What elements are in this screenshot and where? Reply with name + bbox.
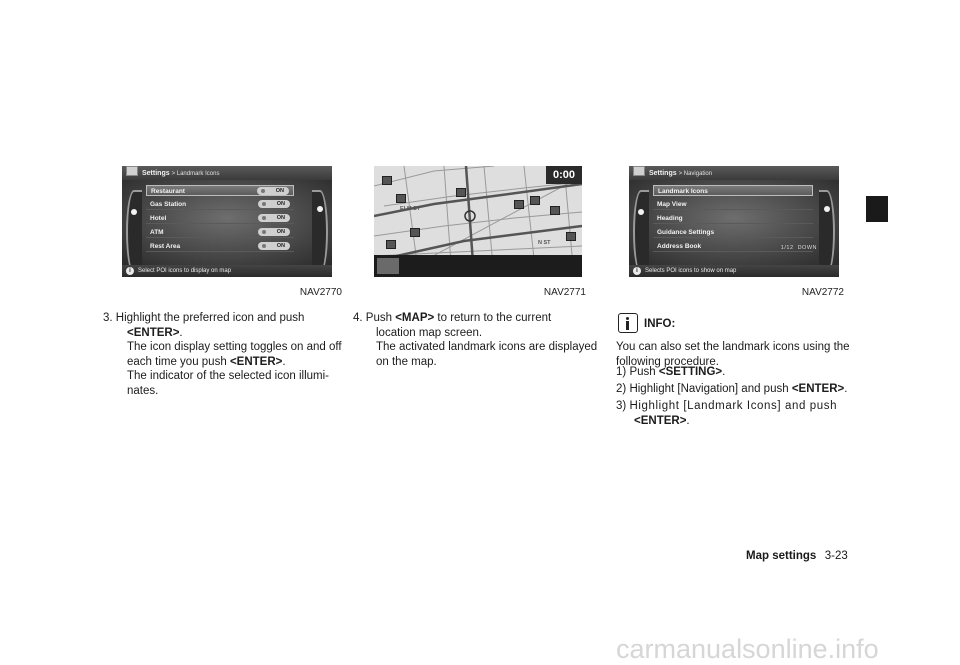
- menu-item-heading[interactable]: Heading: [653, 213, 813, 224]
- street-label: ELM ST: [400, 206, 421, 212]
- section-name: Map settings: [746, 550, 817, 562]
- landmark-icon: [456, 188, 466, 197]
- landmark-icon: [396, 194, 406, 203]
- clock-display: 0:00: [546, 166, 582, 184]
- page-footer: [746, 546, 848, 564]
- info-paragraph: You can also set the landmark icons using the following procedure.: [616, 341, 850, 368]
- map-scale-icon: [377, 258, 399, 274]
- chapter-tab: [866, 196, 888, 222]
- menu-item-map-view[interactable]: Map View: [653, 199, 813, 210]
- figure-caption: NAV2770: [299, 287, 342, 298]
- page-indicator: 1/12 DOWN: [780, 245, 817, 251]
- menu-item-hotel[interactable]: Hotel ON: [146, 213, 294, 224]
- menu-item-guidance-settings[interactable]: Guidance Settings: [653, 227, 813, 238]
- menu-item-gas-station[interactable]: Gas Station ON: [146, 199, 294, 210]
- settings-icon: [633, 166, 645, 176]
- toggle-indicator[interactable]: ON: [257, 187, 289, 195]
- landmark-icon: [514, 200, 524, 209]
- menu-item-rest-area[interactable]: Rest Area ON: [146, 241, 294, 252]
- screen-footer: i Selects POI icons to show on map: [629, 265, 839, 277]
- map-status-bar: [374, 255, 582, 277]
- info-step-1: 1) Push <SETTING>.: [616, 366, 726, 378]
- info-icon: [618, 313, 638, 333]
- menu-item-atm[interactable]: ATM ON: [146, 227, 294, 238]
- page-number: 3-23: [824, 550, 848, 562]
- map-view: [374, 166, 582, 277]
- step-4: 4. Push <MAP> to return to the current location map screen. The activated landmark icons are displayed on the map.: [353, 312, 598, 368]
- info-icon: i: [633, 267, 641, 275]
- scroll-down-label[interactable]: DOWN: [797, 245, 817, 251]
- screen-title: Settings: [649, 170, 677, 177]
- screen-header: [122, 166, 332, 180]
- navigation-settings-screen: [629, 166, 839, 277]
- info-icon: i: [126, 267, 134, 275]
- screen-title: Settings: [142, 170, 170, 177]
- watermark: carmanualsonline.info: [616, 634, 879, 664]
- toggle-indicator[interactable]: ON: [258, 214, 290, 222]
- screen-footer: i Select POI icons to display on map: [122, 265, 332, 277]
- step-3: 3. Highlight the preferred icon and push <ENTER>. The icon display setting toggles on and off each time you push <ENTER>. The indicator of the selected icon illumi- nates.: [103, 312, 342, 397]
- menu-item-address-book[interactable]: Address Book: [653, 241, 813, 252]
- screen-header: [629, 166, 839, 180]
- landmark-icon: [530, 196, 540, 205]
- street-label: N ST: [538, 240, 551, 246]
- info-title: INFO:: [644, 318, 676, 330]
- menu-item-restaurant[interactable]: Restaurant ON: [146, 185, 294, 196]
- toggle-indicator[interactable]: ON: [258, 228, 290, 236]
- landmark-icon: [386, 240, 396, 249]
- info-step-2: 2) Highlight [Navigation] and push <ENTER>.: [616, 383, 848, 395]
- info-step-3: 3) Highlight [Landmark Icons] and push <ENTER>.: [616, 400, 838, 427]
- landmark-icon: [566, 232, 576, 241]
- landmark-icon: [550, 206, 560, 215]
- figure-caption: NAV2772: [801, 287, 844, 298]
- left-dial: [126, 190, 142, 274]
- menu-item-landmark-icons[interactable]: Landmark Icons: [653, 185, 813, 196]
- right-dial: [819, 190, 835, 274]
- screen-breadcrumb: > Landmark Icons: [171, 171, 220, 177]
- toggle-indicator[interactable]: ON: [258, 242, 290, 250]
- landmark-icon: [410, 228, 420, 237]
- toggle-indicator[interactable]: ON: [258, 200, 290, 208]
- landmark-icon: [382, 176, 392, 185]
- right-dial: [312, 190, 328, 274]
- screen-breadcrumb: > Navigation: [678, 171, 713, 177]
- map-screen: [374, 166, 582, 277]
- figure-caption: NAV2771: [543, 287, 586, 298]
- settings-icon: [126, 166, 138, 176]
- landmark-icons-screen: [122, 166, 332, 277]
- left-dial: [633, 190, 649, 274]
